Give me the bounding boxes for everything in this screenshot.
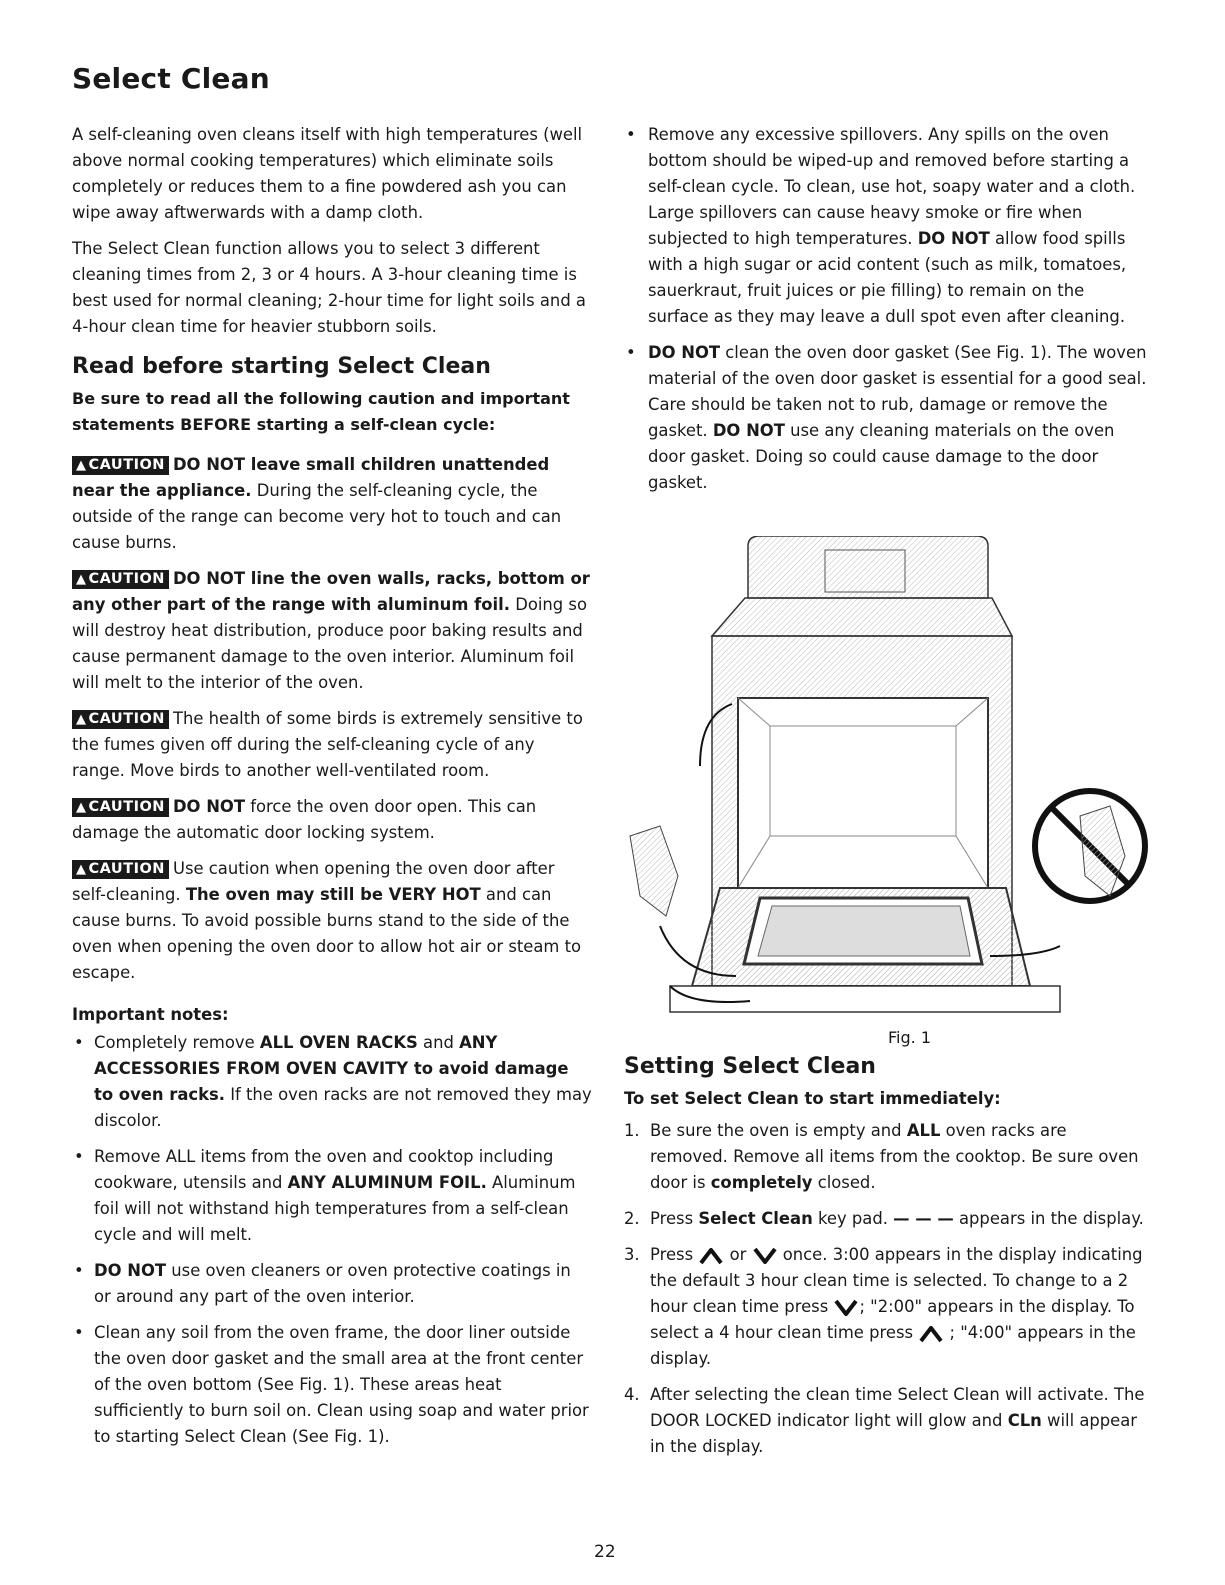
caution-5: ▲ CAUTION Use caution when opening the oven door after self-cleaning. The oven may still be VERY HOT and can cause burns. To avoid possible burns stand to the side of the oven when opening the oven door to allow hot air or steam to escape. [72, 859, 582, 982]
warning-triangle-icon: ▲ [76, 800, 87, 815]
caution-badge: ▲ CAUTION [72, 710, 169, 729]
list-item: • Remove ALL items from the oven and cooktop including cookware, utensils and ANY ALUMINUM FOIL. Aluminum foil will not withstand high temperatures from a self-clean cycle and will melt. [72, 1144, 592, 1248]
down-arrow-key-icon [752, 1247, 778, 1265]
caution-badge: ▲ CAUTION [72, 798, 169, 817]
list-item: • Completely remove ALL OVEN RACKS and ANY ACCESSORIES FROM OVEN CAVITY to avoid damage to oven racks. If the oven racks are not removed they may discolor. [72, 1030, 592, 1134]
intro-paragraph-2: The Select Clean function allows you to select 3 different cleaning times from 2, 3 or 4 hours. A 3-hour cleaning time is best used for normal cleaning; 2-hour time for light soils and a 4-hour clean time for heavier stubborn soils. [72, 239, 586, 336]
list-item: 4. After selecting the clean time Select Clean will activate. The DOOR LOCKED indicator light will glow and CLn will appear in the display. [624, 1385, 1145, 1456]
warning-triangle-icon: ▲ [76, 712, 87, 727]
list-item: 3. Press or once. 3:00 appears in the display indicating the default 3 hour clean time is selected. To change to a 2 hour clean time press ; "2:00" appears in the display. To select a 4 hour clean time press ; "4:00" appears in the display. [624, 1245, 1143, 1368]
caution-badge: ▲ CAUTION [72, 456, 169, 475]
list-item: • Clean any soil from the oven frame, the door liner outside the oven door gasket and the small area at the front center of the oven bottom (See Fig. 1). These areas heat sufficiently to burn soil on. Clean using soap and water prior to starting Select Clean (See Fig. 1). [72, 1320, 592, 1450]
setting-subheading: To set Select Clean to start immediately: [624, 1089, 1001, 1108]
setting-section [624, 1054, 1149, 1470]
important-notes-list [72, 1030, 592, 1450]
caution-badge: ▲ CAUTION [72, 860, 169, 879]
list-item: • Remove any excessive spillovers. Any spills on the oven bottom should be wiped-up and removed before starting a self-clean cycle. To clean, use hot, soapy water and a cloth. Large spillovers can cause heavy smoke or fire when subjected to high temperatures. DO NOT allow food spills with a high sugar or acid content (such as milk, tomatoes, sauerkraut, fruit juices or pie filling) to remain on the surface as they may leave a dull spot even after cleaning. [624, 122, 1149, 330]
list-item: • DO NOT use oven cleaners or oven protective coatings in or around any part of the oven interior. [72, 1258, 592, 1310]
left-column [72, 122, 592, 1460]
page-number: 22 [594, 1542, 616, 1562]
warning-triangle-icon: ▲ [76, 862, 87, 877]
spill-notes-list [624, 122, 1149, 496]
warning-triangle-icon: ▲ [76, 572, 87, 587]
warning-triangle-icon: ▲ [76, 458, 87, 473]
read-before-heading: Read before starting Select Clean [72, 354, 491, 379]
list-item: 1. Be sure the oven is empty and ALL oven racks are removed. Remove all items from the cooktop. Be sure oven door is completely closed. [624, 1121, 1139, 1192]
setting-steps [624, 1118, 1149, 1460]
page-title: Select Clean [72, 62, 270, 95]
oven-cleaning-illustration [620, 536, 1150, 1026]
caution-1: ▲ CAUTION DO NOT leave small children unattended near the appliance. During the self-cleaning cycle, the outside of the range can become very hot to touch and can cause burns. [72, 455, 562, 552]
list-item: • DO NOT clean the oven door gasket (See Fig. 1). The woven material of the oven door gasket is essential for a good seal. Care should be taken not to rub, damage or remove the gasket. DO NOT use any cleaning materials on the oven door gasket. Doing so could cause damage to the door gasket. [624, 340, 1149, 496]
caution-badge: ▲ CAUTION [72, 570, 169, 589]
intro-paragraph: A self-cleaning oven cleans itself with high temperatures (well above normal cooking temperatures) which eliminate soils completely or reduces them to a fine powdered ash you can wipe away aftwerwards with a damp cloth. [72, 125, 583, 222]
up-arrow-key-icon [698, 1247, 724, 1265]
setting-heading: Setting Select Clean [624, 1054, 876, 1079]
read-before-subheading: Be sure to read all the following caution and important statements BEFORE starting a self-clean cycle: [72, 389, 570, 434]
down-arrow-key-icon [833, 1299, 859, 1317]
important-notes-heading: Important notes: [72, 1005, 229, 1024]
figure-caption: Fig. 1 [888, 1028, 931, 1047]
caution-2: ▲ CAUTION DO NOT line the oven walls, racks, bottom or any other part of the range with aluminum foil. Doing so will destroy heat distribution, produce poor baking results and cause permanent damage to the oven interior. Aluminum foil will melt to the interior of the oven. [72, 569, 590, 692]
right-column [624, 122, 1149, 506]
up-arrow-key-icon [918, 1325, 944, 1343]
list-item: 2. Press Select Clean key pad. — — — appears in the display. [624, 1209, 1144, 1228]
caution-3: ▲ CAUTION The health of some birds is extremely sensitive to the fumes given off during the self-cleaning cycle of any range. Move birds to another well-ventilated room. [72, 709, 583, 780]
caution-4: ▲ CAUTION DO NOT force the oven door open. This can damage the automatic door locking system. [72, 797, 537, 842]
